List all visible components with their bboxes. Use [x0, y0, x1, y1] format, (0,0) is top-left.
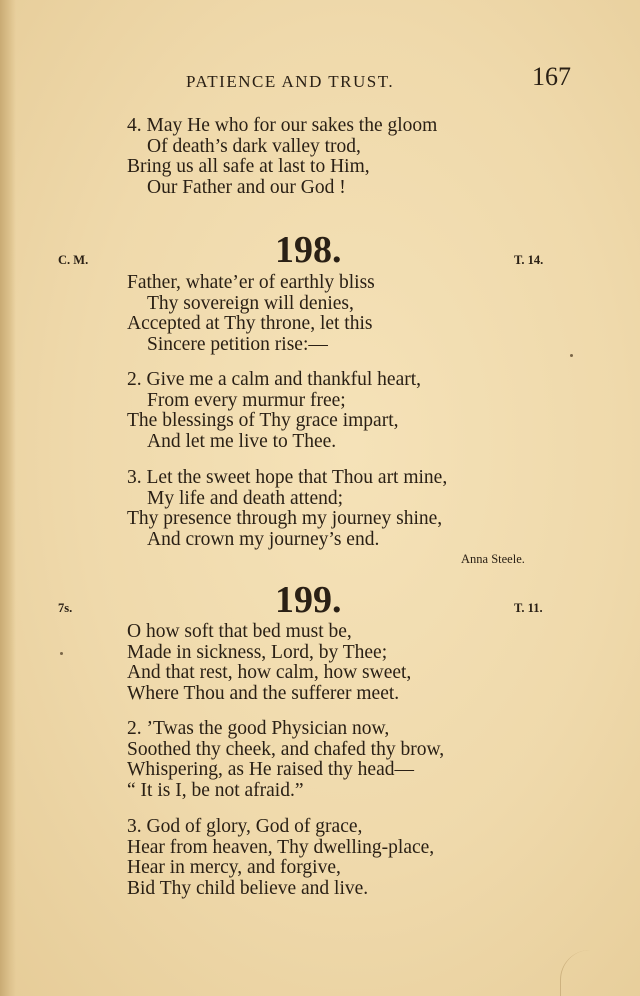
verse-line: Hear from heaven, Thy dwelling-place,	[127, 836, 435, 858]
page-edge-crease	[560, 950, 640, 996]
verse-line: Thy presence through my journey shine,	[127, 508, 443, 529]
verse-line: O how soft that bed must be,	[127, 621, 352, 642]
verse-line: 2. Give me a calm and thankful heart,	[127, 369, 422, 390]
hymn-198-author: Anna Steele.	[461, 552, 525, 566]
hymn-198-number: 198.	[275, 229, 342, 271]
hymn-198-stanza-2	[127, 370, 421, 452]
verse-line: Our Father and our God !	[147, 176, 346, 198]
verse-line: 3. Let the sweet hope that Thou art mine,	[127, 467, 448, 488]
paper-speck	[60, 652, 63, 655]
hymn-199-stanza-3	[127, 817, 434, 899]
hymn-199-number: 199.	[275, 579, 342, 621]
verse-line: And crown my journey’s end.	[147, 528, 380, 550]
verse-line: 2. ’Twas the good Physician now,	[127, 718, 390, 739]
verse-line: My life and death attend;	[147, 487, 344, 509]
hymn-199-tune: T. 11.	[514, 601, 543, 615]
verse-line: Made in sickness, Lord, by Thee;	[127, 641, 388, 663]
hymn-199-meter: 7s.	[58, 601, 73, 615]
carryover-stanza-4	[127, 116, 437, 198]
verse-line: From every murmur free;	[147, 389, 346, 411]
hymn-198-stanza-3	[127, 468, 447, 550]
hymn-199-stanza-1	[127, 622, 411, 704]
verse-line: “ It is I, be not afraid.”	[127, 779, 304, 801]
hymn-199-stanza-2	[127, 719, 444, 801]
running-head: PATIENCE AND TRUST.	[186, 72, 395, 91]
hymn-198-tune: T. 14.	[514, 253, 544, 267]
verse-line: Where Thou and the sufferer meet.	[127, 682, 400, 704]
verse-line: Hear in mercy, and forgive,	[127, 857, 341, 878]
verse-line: The blessings of Thy grace impart,	[127, 410, 399, 431]
verse-line: And let me live to Thee.	[147, 430, 337, 452]
paper-speck	[570, 354, 573, 357]
verse-line: Accepted at Thy throne, let this	[127, 313, 373, 334]
verse-line: Thy sovereign will denies,	[147, 292, 354, 314]
verse-line: 4. May He who for our sakes the gloom	[127, 115, 438, 136]
hymn-198-stanza-1	[127, 273, 375, 355]
page-spine-shadow	[0, 0, 16, 996]
hymn-198-meter: C. M.	[58, 253, 89, 267]
verse-line: Soothed thy cheek, and chafed thy brow,	[127, 738, 445, 760]
verse-line: Father, whate’er of earthly bliss	[127, 272, 375, 293]
page-number: 167	[532, 62, 571, 91]
verse-line: Of death’s dark valley trod,	[147, 135, 361, 157]
verse-line: 3. God of glory, God of grace,	[127, 816, 363, 837]
verse-line: Bring us all safe at last to Him,	[127, 156, 370, 177]
verse-line: And that rest, how calm, how sweet,	[127, 662, 412, 683]
verse-line: Sincere petition rise:—	[147, 333, 328, 355]
verse-line: Bid Thy child believe and live.	[127, 877, 369, 899]
verse-line: Whispering, as He raised thy head—	[127, 759, 414, 780]
